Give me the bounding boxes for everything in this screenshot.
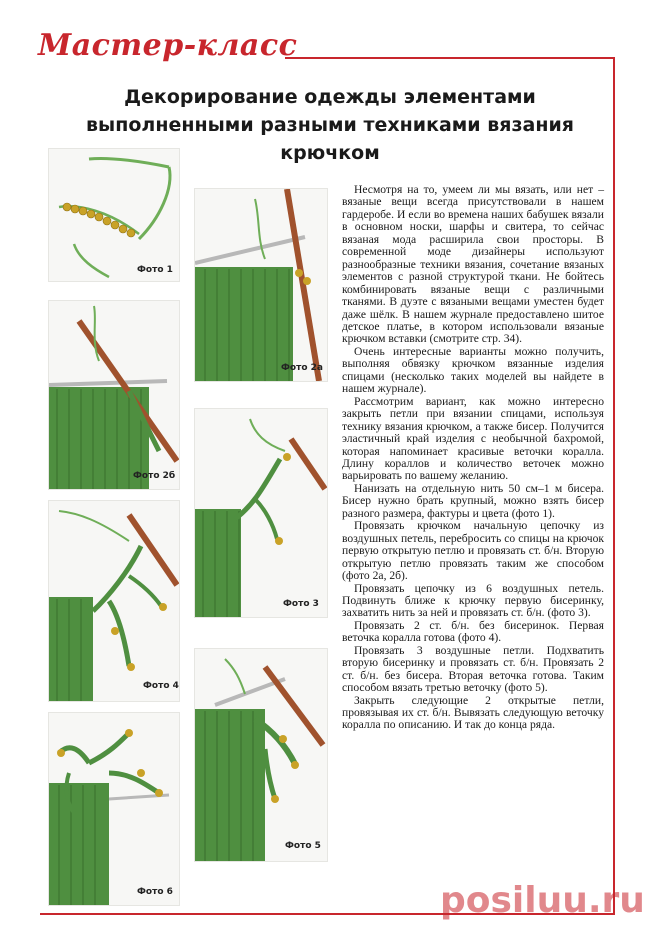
photo-6 <box>48 712 180 906</box>
article-body <box>342 184 604 732</box>
photo-1-illustration <box>49 149 179 281</box>
photo-5-caption: Фото 5 <box>285 841 321 851</box>
photo-3-caption: Фото 3 <box>283 599 319 609</box>
article-paragraph: Очень интересные варианты можно получить, выполняя обвязку крючком вязанные изделия спицами (несколько таких моделей вы найдете в нашем журнале). <box>342 344 604 396</box>
watermark: posiluu.ru <box>440 880 645 921</box>
photo-1-caption: Фото 1 <box>137 265 173 275</box>
article-paragraph: Закрыть следующие 2 открытые петли, провязывая их ст. б/н. Вывязать следующую веточку коралла по описанию. И так до конца ряда. <box>342 693 604 732</box>
frame-top-rule <box>285 57 615 59</box>
photo-6-illustration <box>49 713 179 905</box>
photo-2b-caption: Фото 2б <box>133 471 176 481</box>
photo-3 <box>194 408 328 618</box>
frame-right-rule <box>613 57 615 915</box>
article-paragraph: Провязать крючком начальную цепочку из воздушных петель, перебросить со спицы на крючок первую открытую петлю и провязать ст. б/н. Вторую открытую петлю провязать таким же способом (фото 2а, 2б). <box>342 519 604 583</box>
photo-5-illustration <box>195 649 327 861</box>
photo-1 <box>48 148 180 282</box>
photo-4-illustration <box>49 501 179 701</box>
article-paragraph: Несмотря на то, умеем ли мы вязать, или нет – вязаные вещи всегда присутствовали в нашем гардеробе. И если во времена наших бабушек вязали в основном носки, шарфы и свитера, то сейчас вязаная мода расширила свои просторы. В современной моде дизайнеры используют разнообразные техники вязания, сочетание вязаных элементов с разной структурой ткани. Не бойтесь комбинировать вязаные вещи с различными тканями. В дуэте с вязаными вещами уместен будет даже шёлк. В нашем журнале предоставлено шитое детское платье, в котором использовали вязаные крючком вставки (смотрите стр. 34). <box>342 183 604 346</box>
photo-5 <box>194 648 328 862</box>
photo-2a <box>194 188 328 382</box>
article-title: Декорирование одежды элементами выполненными разными техниками вязания крючком <box>86 86 574 164</box>
article-paragraph: Рассмотрим вариант, как можно интересно закрыть петли при вязании спицами, используя технику вязания крючком, а также бисер. Получится эластичный край изделия с необычной бахромой, которая напоминает красивые веточки коралла. Длину кораллов и количество веточек можно варьировать по вашему желанию. <box>342 394 604 483</box>
photo-3-illustration <box>195 409 327 617</box>
photo-2a-illustration <box>195 189 327 381</box>
article-paragraph: Провязать 2 ст. б/н. без бисеринок. Первая веточка коралла готова (фото 4). <box>342 618 604 645</box>
photo-2b-illustration <box>49 301 179 489</box>
photo-4-caption: Фото 4 <box>143 681 179 691</box>
article-paragraph: Провязать 3 воздушные петли. Подхватить вторую бисеринку и провязать ст. б/н. Провязать 2 ст. б/н. без бисера. Вторая веточка готова. Таким способом вязать третью веточку (фото 5). <box>342 643 604 695</box>
photo-2a-caption: Фото 2а <box>281 363 323 373</box>
photo-4 <box>48 500 180 702</box>
section-label: Мастер-класс <box>38 28 298 63</box>
article-paragraph: Нанизать на отдельную нить 50 см–1 м бисера. Бисер нужно брать крупный, можно взять бисер разного размера, фактуры и цвета (фото 1). <box>342 481 604 520</box>
photo-6-caption: Фото 6 <box>137 887 173 897</box>
photo-2b <box>48 300 180 490</box>
article-paragraph: Провязать цепочку из 6 воздушных петель. Подвинуть ближе к крючку первую бисеринку, захватить нить за ней и провязать ст. б/н. (фото 3). <box>342 581 604 620</box>
